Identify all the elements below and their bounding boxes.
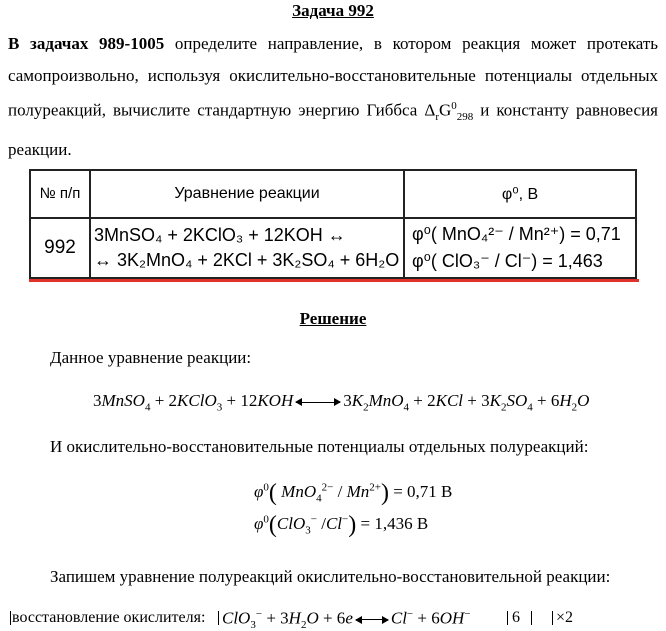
table-underline bbox=[29, 279, 639, 282]
row-potentials bbox=[404, 218, 636, 278]
potential-mno4: φ⁰( MnO₄²⁻ / Mn²⁺) = 0,71 bbox=[412, 224, 621, 244]
electron-count: 6 bbox=[512, 609, 520, 626]
task-title: Задача 992 bbox=[292, 1, 374, 20]
equation-line-2: ↔ 3K₂MnO₄ + 2KCl + 3K₂SO₄ + 6H₂O bbox=[94, 250, 400, 270]
half-reaction-equation: $ClO_3^- + 3H_2O + 6e$ Cl− + 6OH− bbox=[222, 608, 471, 631]
paragraph-half-reactions: Запишем уравнение полуреакций окислительно-восстановительной реакции: bbox=[50, 567, 611, 586]
header-equation: Уравнение реакции bbox=[90, 170, 404, 218]
reaction-table bbox=[29, 169, 637, 279]
task-range: В задачах 989-1005 bbox=[8, 34, 165, 53]
reaction-equation: 3MnSO$_4$ + 2KClO$_3$ + 12KOH $3K_2MnO_4 + 2KCl + 3K_2SO_4 + 6H_2O$ bbox=[93, 391, 590, 414]
row-number: 992 bbox=[30, 218, 90, 278]
equation-line-1: 3MnSO₄ + 2KClO₃ + 12KOH ↔ bbox=[94, 225, 346, 245]
paragraph-reaction: Данное уравнение реакции: bbox=[50, 348, 252, 367]
multiplier: ×2 bbox=[556, 609, 574, 626]
half-reaction-label: восстановление окислителя: bbox=[12, 609, 206, 626]
potential-equation-2: $\varphi^0(ClO_3^-$ /Cl−) = 1,436 В bbox=[254, 512, 429, 538]
potential-clo3: φ⁰( ClO₃⁻ / Cl⁻) = 1,463 bbox=[412, 251, 603, 271]
solution-title: Решение bbox=[299, 309, 367, 328]
row-equation bbox=[90, 218, 404, 278]
paragraph-potentials: И окислительно-восстановительные потенциалы отдельных полуреакций: bbox=[50, 437, 589, 456]
potential-equation-1: $\varphi^0$( $MnO_4^{2-} / Mn^{2+}) = 0,71$ В bbox=[254, 480, 453, 506]
task-statement: В задачах 989-1005 определите направление, в котором реакция может протекать самопроизвольно, используя окислительно-восстановительные потенциалы отдельных полуреакций, вычислите стандартную энергию Гиббса $\Delta_rG^0_{298}$ и константу равновесия реакции. bbox=[8, 34, 659, 159]
header-potential: φ⁰, В bbox=[404, 170, 636, 218]
table-row bbox=[30, 218, 636, 278]
header-number: № п/п bbox=[30, 170, 90, 218]
table-header-row bbox=[30, 170, 636, 218]
statement-text: определите направление, в котором реакция может протекать самопроизвольно, используя окислительно-восстановительные потенциалы отдельных полуреакций, вычислите стандартную энергию Гиббса Δ bbox=[8, 34, 659, 120]
